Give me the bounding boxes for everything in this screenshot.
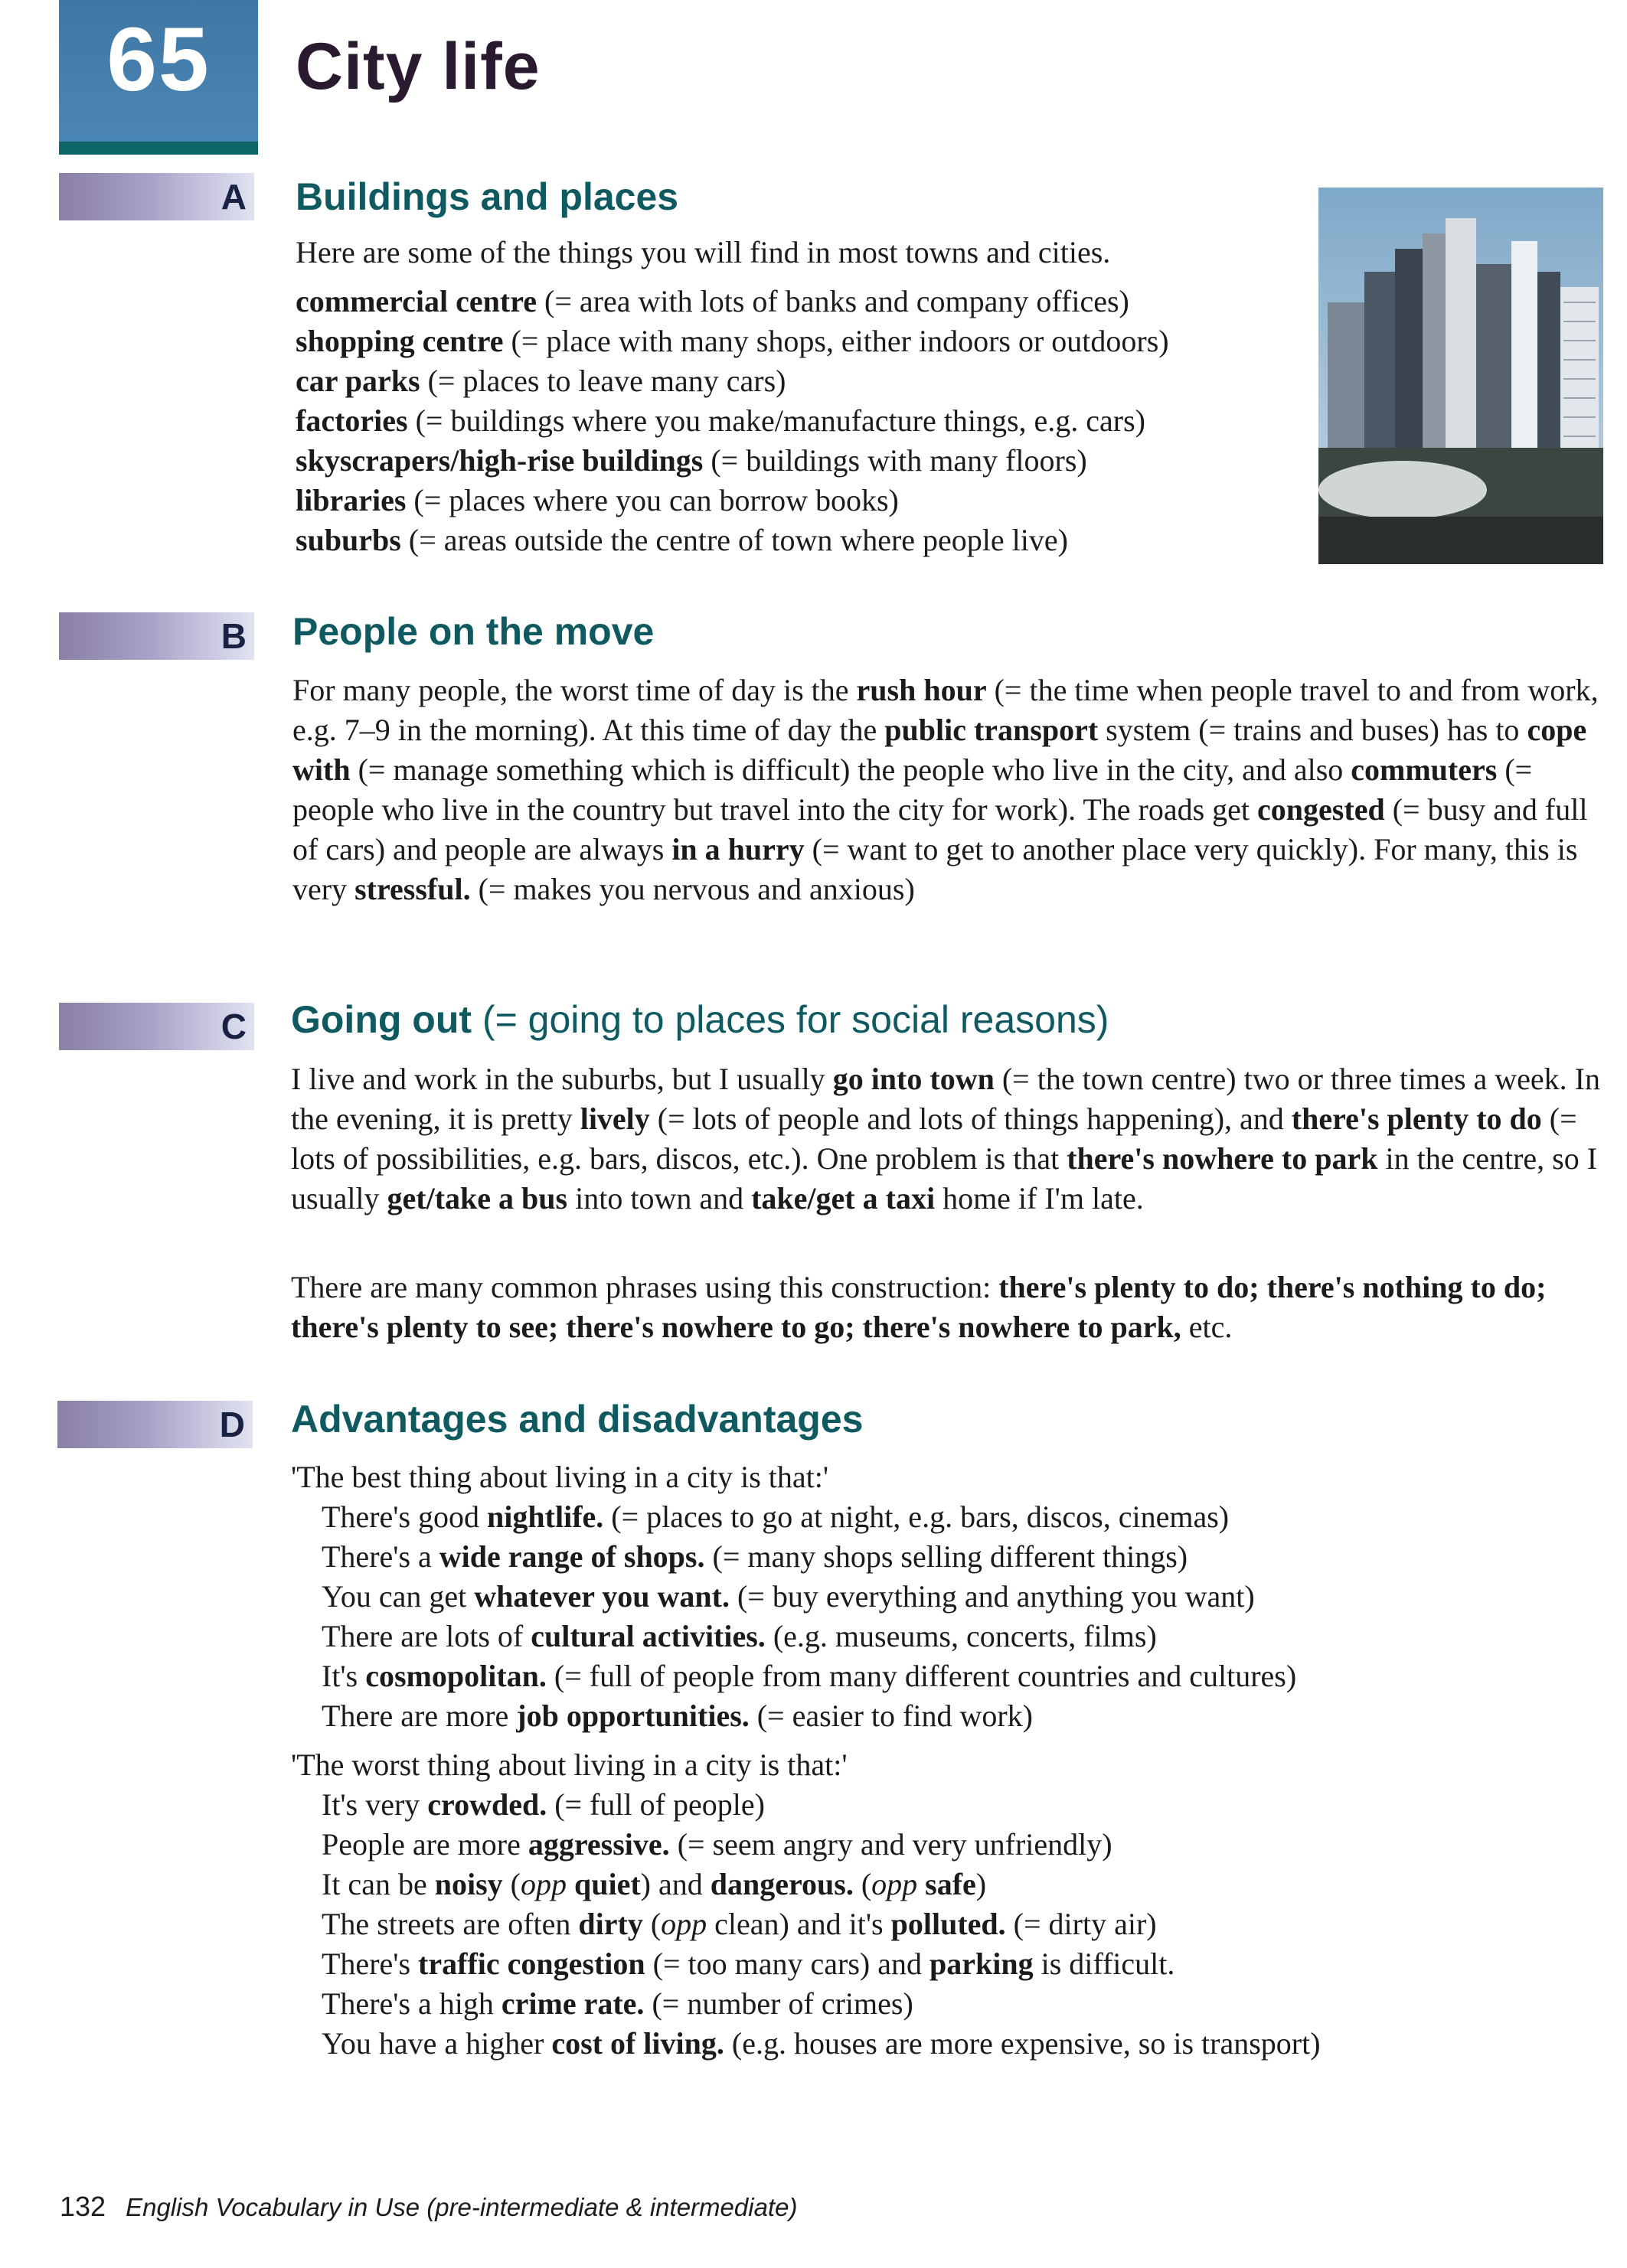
text-run: (= buy everything and anything you want)	[729, 1579, 1255, 1614]
list-item	[291, 1785, 1321, 1825]
bold-term: polluted.	[890, 1907, 1006, 1941]
text-run: system (= trains and buses) has to	[1098, 713, 1527, 747]
text-run: etc.	[1181, 1310, 1233, 1344]
text-run: (= manage something which is difficult) the people who live in the city, and also	[350, 752, 1351, 787]
text-run: opp	[871, 1867, 918, 1901]
section-a-term-list	[296, 282, 1169, 560]
term: factories	[296, 403, 408, 438]
text-run: (= lots of possibilities, e.g. bars, discos, etc.). One problem is that	[291, 1101, 1577, 1176]
bold-term: there's nowhere to park	[1067, 1141, 1378, 1176]
term-definition: (= areas outside the centre of town where people live)	[400, 523, 1068, 557]
text-run: There's	[322, 1947, 419, 1981]
term-item	[296, 282, 1169, 321]
text-run: I live and work in the suburbs, but I usually	[291, 1062, 833, 1096]
unit-header-rule	[59, 142, 258, 155]
bold-term: crowded.	[427, 1787, 547, 1822]
book-title: English Vocabulary in Use (pre-intermediate & intermediate)	[126, 2193, 798, 2221]
text-run: clean) and it's	[707, 1907, 891, 1941]
text-run: opp	[520, 1867, 567, 1901]
text-run: (= busy and full of cars) and people are always	[292, 792, 1588, 866]
text-run	[567, 1867, 574, 1901]
term-item	[296, 441, 1169, 481]
text-run: (= the town centre) two or three times a week. In the evening, it is pretty	[291, 1062, 1600, 1136]
section-a-intro: Here are some of the things you will find in most towns and cities.	[296, 235, 1111, 269]
section-d-heading: Advantages and disadvantages	[291, 1398, 864, 1441]
term: car parks	[296, 364, 420, 398]
term: libraries	[296, 483, 407, 517]
text-run: (= places to go at night, e.g. bars, discos, cinemas)	[603, 1499, 1230, 1534]
text-run: (e.g. museums, concerts, films)	[765, 1619, 1157, 1653]
city-skyline-photo	[1318, 188, 1603, 564]
term-item	[296, 321, 1169, 361]
section-c-letter: C	[221, 1007, 247, 1046]
text-run: There are lots of	[322, 1619, 531, 1653]
text-run: You can get	[322, 1579, 475, 1614]
section-a-marker	[59, 173, 254, 220]
bold-term: cultural activities.	[531, 1619, 766, 1653]
text-run: There's a high	[322, 1986, 501, 2021]
bold-term: whatever you want.	[474, 1579, 730, 1614]
bold-term: nightlife.	[487, 1499, 604, 1534]
text-run: There's good	[322, 1499, 488, 1534]
text-run: ) and	[640, 1867, 711, 1901]
text-run: is difficult.	[1033, 1947, 1175, 1981]
bold-term: cost of living.	[551, 2026, 724, 2061]
section-c-paragraph-2	[291, 1268, 1602, 1347]
term-item	[296, 361, 1169, 401]
term: commercial centre	[296, 284, 537, 318]
section-c-heading-main: Going out	[291, 998, 472, 1041]
text-run: (= number of crimes)	[644, 1986, 913, 2021]
text-run: For many people, the worst time of day is the	[292, 673, 857, 707]
list-item	[291, 1904, 1321, 1944]
unit-title: City life	[296, 30, 541, 103]
text-run: (= the time when people travel to and from work, e.g. 7–9 in the morning). At this time of day the	[292, 673, 1599, 747]
section-b-paragraph	[292, 671, 1602, 909]
text-run: There's a	[322, 1539, 439, 1574]
text-run: (= dirty air)	[1005, 1907, 1157, 1941]
text-run: (= want to get to another place very quickly). For many, this is very	[292, 832, 1578, 906]
text-run: (= lots of people and lots of things happening), and	[649, 1101, 1292, 1136]
bold-term: take/get a taxi	[751, 1181, 936, 1216]
bold-term: traffic congestion	[418, 1947, 645, 1981]
text-run: The streets are often	[322, 1907, 579, 1941]
list-item	[291, 1617, 1296, 1656]
worst-things-list	[291, 1785, 1321, 2064]
bold-term: parking	[929, 1947, 1034, 1981]
bold-term: in a hurry	[671, 832, 805, 866]
section-c-heading-sub: (= going to places for social reasons)	[472, 998, 1109, 1041]
unit-number-box	[59, 0, 258, 148]
bold-term: quiet	[573, 1867, 641, 1901]
text-run: opp	[661, 1907, 707, 1941]
term-definition: (= buildings with many floors)	[703, 443, 1087, 478]
text-run: There are many common phrases using this construction:	[291, 1270, 999, 1304]
bold-term: dirty	[578, 1907, 643, 1941]
bold-term: wide range of shops.	[439, 1539, 705, 1574]
text-run: (= seem angry and very unfriendly)	[669, 1827, 1112, 1862]
list-item	[291, 1577, 1296, 1617]
bold-term: noisy	[434, 1867, 503, 1901]
term-item	[296, 481, 1169, 520]
term-definition: (= buildings where you make/manufacture things, e.g. cars)	[407, 403, 1145, 438]
section-a-heading: Buildings and places	[296, 175, 679, 218]
page-number: 132	[60, 2191, 106, 2222]
section-c-paragraph-1	[291, 1059, 1602, 1219]
text-run: (= full of people)	[547, 1787, 765, 1822]
text-run: (= easier to find work)	[749, 1699, 1033, 1733]
list-item	[291, 1825, 1321, 1865]
section-d-letter: D	[219, 1405, 245, 1444]
bold-term: rush hour	[856, 673, 987, 707]
section-d-marker	[57, 1401, 253, 1448]
text-run: in the centre, so I usually	[291, 1141, 1598, 1216]
list-item	[291, 1656, 1296, 1696]
list-item	[291, 1865, 1321, 1904]
text-run: into town and	[567, 1181, 752, 1216]
section-b-marker	[59, 612, 254, 660]
term-item	[296, 520, 1169, 560]
section-b-letter: B	[221, 616, 247, 656]
term: suburbs	[296, 523, 401, 557]
text-run: (	[502, 1867, 521, 1901]
bold-term: public transport	[884, 713, 1099, 747]
text-run: (= many shops selling different things)	[704, 1539, 1188, 1574]
unit-number: 65	[106, 9, 211, 110]
term: skyscrapers/high-rise buildings	[296, 443, 704, 478]
text-run: (= people who live in the country but travel into the city for work). The roads get	[292, 752, 1533, 827]
section-a-letter: A	[221, 177, 247, 217]
section-c-heading	[291, 997, 1109, 1042]
term-definition: (= places where you can borrow books)	[406, 483, 899, 517]
bold-term: cope with	[292, 713, 1587, 787]
list-item	[291, 1944, 1321, 1984]
text-run: You have a higher	[322, 2026, 552, 2061]
term-definition: (= place with many shops, either indoors or outdoors)	[503, 324, 1169, 358]
text-run: (= too many cars) and	[645, 1947, 929, 1981]
text-run: It's very	[322, 1787, 428, 1822]
term: shopping centre	[296, 324, 504, 358]
term-definition: (= places to leave many cars)	[420, 364, 786, 398]
bold-term: congested	[1257, 792, 1385, 827]
text-run: (e.g. houses are more expensive, so is transport)	[724, 2026, 1321, 2061]
list-item	[291, 1696, 1296, 1736]
bold-term: aggressive.	[528, 1827, 670, 1862]
bold-term: there's plenty to do; there's nothing to do; there's plenty to see; there's nowhere to go; there's nowhere to park,	[291, 1270, 1547, 1344]
bold-term: get/take a bus	[387, 1181, 568, 1216]
list-item	[291, 1537, 1296, 1577]
term-item	[296, 401, 1169, 441]
list-item	[291, 1984, 1321, 2024]
bold-term: go into town	[832, 1062, 995, 1096]
best-things-list	[291, 1497, 1296, 1736]
section-b-heading: People on the move	[292, 610, 655, 653]
text-run: People are more	[322, 1827, 528, 1862]
list-item	[291, 1497, 1296, 1537]
text-run: )	[975, 1867, 987, 1901]
worst-thing-intro: 'The worst thing about living in a city is that:'	[291, 1748, 848, 1782]
text-run: It can be	[322, 1867, 435, 1901]
text-run: (= full of people from many different countries and cultures)	[546, 1659, 1297, 1693]
best-thing-intro: 'The best thing about living in a city is that:'	[291, 1460, 829, 1494]
text-run	[917, 1867, 925, 1901]
bold-term: stressful.	[354, 872, 471, 906]
page-footer	[60, 2191, 797, 2223]
bold-term: lively	[580, 1101, 650, 1136]
bold-term: dangerous.	[710, 1867, 854, 1901]
bold-term: cosmopolitan.	[365, 1659, 547, 1693]
bold-term: there's plenty to do	[1291, 1101, 1542, 1136]
section-c-marker	[59, 1003, 254, 1050]
bold-term: safe	[925, 1867, 976, 1901]
term-definition: (= area with lots of banks and company offices)	[537, 284, 1129, 318]
text-run: (= makes you nervous and anxious)	[470, 872, 915, 906]
text-run: (	[642, 1907, 662, 1941]
text-run: It's	[322, 1659, 366, 1693]
text-run: home if I'm late.	[935, 1181, 1144, 1216]
bold-term: crime rate.	[501, 1986, 645, 2021]
list-item	[291, 2024, 1321, 2064]
bold-term: commuters	[1351, 752, 1498, 787]
bold-term: job opportunities.	[516, 1699, 750, 1733]
text-run: There are more	[322, 1699, 517, 1733]
text-run: (	[853, 1867, 872, 1901]
